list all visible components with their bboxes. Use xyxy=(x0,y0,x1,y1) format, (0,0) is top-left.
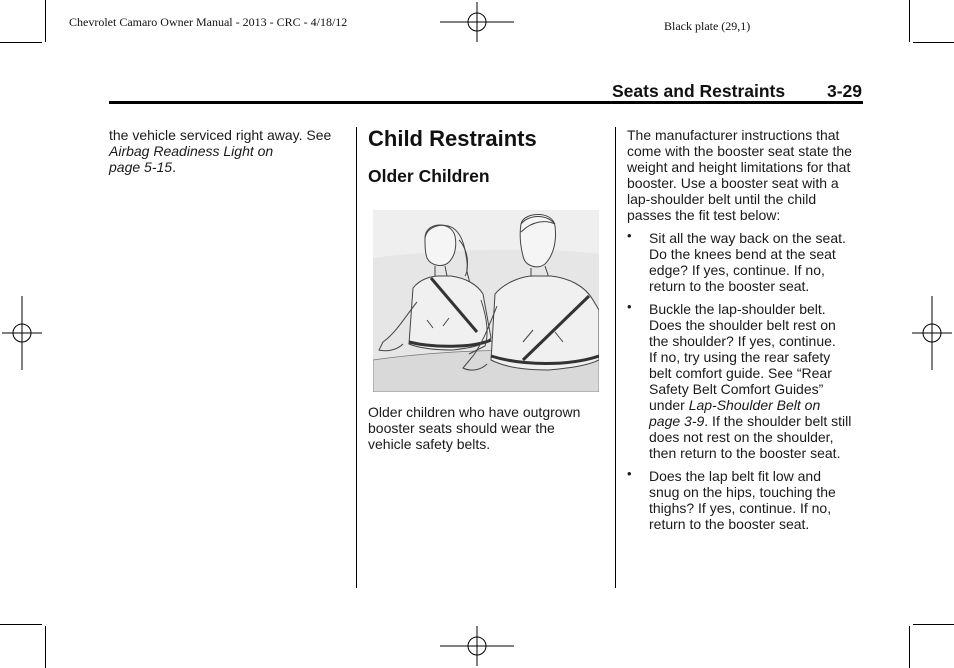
lap-shoulder-belt-ref-page[interactable]: page 3-9 xyxy=(649,413,705,429)
registration-mark-left xyxy=(2,296,42,370)
item-line: Safety Belt Comfort Guides” xyxy=(649,381,824,397)
lap-shoulder-belt-ref[interactable]: Lap-Shoulder Belt on xyxy=(688,397,821,413)
intro-line: The manufacturer instructions that xyxy=(627,127,840,143)
col1-ref-page-line xyxy=(109,159,349,175)
crop-mark-bottom-right-v xyxy=(909,626,910,668)
para-line: Older children who have outgrown xyxy=(368,404,581,420)
item-line xyxy=(649,413,867,429)
fit-test-item-3 xyxy=(627,468,867,532)
item-line: If no, try using the rear safety xyxy=(649,349,831,365)
intro-line: booster. Use a booster seat with a xyxy=(627,175,839,191)
crop-mark-top-left-h xyxy=(0,42,42,43)
fit-test-item-2 xyxy=(627,301,867,461)
item-line: • Sit all the way back on the seat. xyxy=(649,230,846,246)
child-restraints-heading: Child Restraints xyxy=(368,126,537,151)
col1-line: the vehicle serviced right away. See xyxy=(109,127,332,143)
col1-ref-page[interactable]: page 5-15 xyxy=(109,159,173,175)
print-header-right: Black plate (29,1) xyxy=(664,19,751,33)
intro-paragraph xyxy=(627,127,867,223)
column-divider-2 xyxy=(615,127,616,588)
crop-mark-top-right-h xyxy=(913,42,954,43)
intro-line: passes the fit test below: xyxy=(627,207,781,223)
crop-mark-bottom-left-v xyxy=(45,626,46,668)
item-line: • Does the lap belt fit low and xyxy=(649,468,821,484)
item-line: belt comfort guide. See “Rear xyxy=(649,365,832,381)
crop-mark-bottom-right-h xyxy=(913,624,954,625)
col1-ref-end: . xyxy=(172,159,176,175)
fit-test-item-1 xyxy=(627,230,867,294)
para-line: booster seats should wear the xyxy=(368,420,555,436)
item-line: edge? If yes, continue. If no, xyxy=(649,262,825,278)
crop-mark-top-right-v xyxy=(909,0,910,42)
fit-test-list xyxy=(627,230,867,532)
registration-mark-right xyxy=(912,296,952,370)
item-line: return to the booster seat. xyxy=(649,516,810,532)
intro-line: come with the booster seat state the xyxy=(627,143,852,159)
print-header-left: Chevrolet Camaro Owner Manual - 2013 - CRC - 4/18/12 xyxy=(69,15,348,29)
item-line xyxy=(649,397,867,413)
column-3 xyxy=(627,127,867,539)
item-line: does not rest on the shoulder, xyxy=(649,429,834,445)
item-line: thighs? If yes, continue. If no, xyxy=(649,500,832,516)
column-divider-1 xyxy=(356,127,357,588)
item-line: • Buckle the lap-shoulder belt. xyxy=(649,301,826,317)
column-1 xyxy=(109,127,349,175)
intro-line: lap-shoulder belt until the child xyxy=(627,191,817,207)
col1-ref-title[interactable]: Airbag Readiness Light on xyxy=(109,143,274,159)
crop-mark-bottom-left-h xyxy=(0,624,42,625)
para-line: vehicle safety belts. xyxy=(368,436,491,452)
two-seated-children-illustration xyxy=(373,210,599,392)
crop-mark-top-left-v xyxy=(45,0,46,42)
header-rule xyxy=(109,101,863,104)
under-text: under xyxy=(649,397,689,413)
col1-ref xyxy=(109,143,349,159)
older-children-heading: Older Children xyxy=(368,166,490,186)
item-line: Does the shoulder belt rest on xyxy=(649,317,836,333)
item-line: return to the booster seat. xyxy=(649,278,810,294)
section-title: Seats and Restraints xyxy=(612,81,786,101)
item-tail: . If the shoulder belt still xyxy=(704,413,852,429)
registration-mark-top xyxy=(440,2,514,42)
registration-mark-bottom xyxy=(440,626,514,666)
page-number: 3-29 xyxy=(827,81,863,101)
older-children-paragraph xyxy=(368,404,608,452)
item-line: then return to the booster seat. xyxy=(649,445,841,461)
intro-line: weight and height limitations for that xyxy=(627,159,851,175)
item-line: snug on the hips, touching the xyxy=(649,484,836,500)
item-line: Do the knees bend at the seat xyxy=(649,246,836,262)
item-line: the shoulder? If yes, continue. xyxy=(649,333,836,349)
